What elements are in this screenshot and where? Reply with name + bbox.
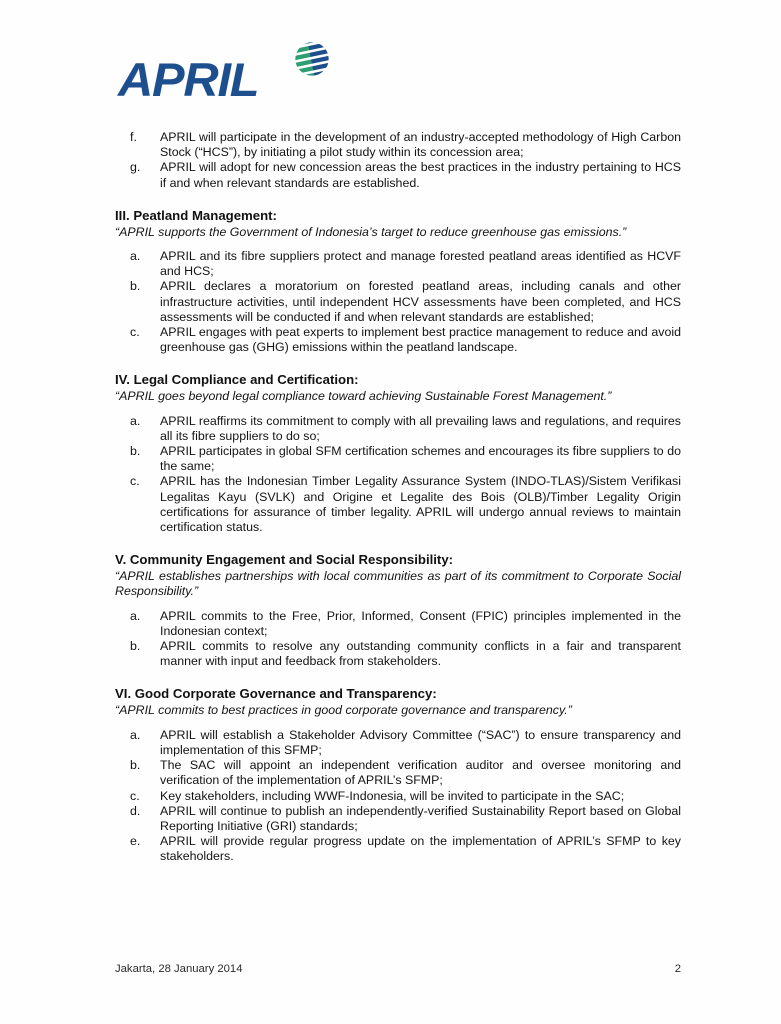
section-legal-compliance-certification — [115, 372, 681, 535]
footer-page-number: 2 — [674, 963, 681, 975]
section-list — [115, 249, 681, 355]
list-item — [115, 279, 681, 325]
list-item — [115, 804, 681, 834]
section-heading: V. Community Engagement and Social Responsibility: — [115, 552, 454, 568]
list-item-text: APRIL will continue to publish an independently-verified Sustainability Report based on Global Reporting Initiative (GRI) standards; — [160, 803, 681, 833]
section-heading: III. Peatland Management: — [115, 207, 277, 223]
list-item — [115, 758, 681, 788]
list-marker: a. — [130, 608, 141, 623]
section-governance-transparency — [115, 686, 681, 864]
list-item-text: APRIL commits to resolve any outstanding community conflicts in a fair and transparent manner with input and feedback from stakeholders. — [160, 639, 681, 669]
section-list — [115, 728, 681, 865]
continuation-list — [115, 130, 681, 191]
list-marker: a. — [130, 249, 141, 264]
list-item-text: APRIL engages with peat experts to implement best practice management to reduce and avoid greenhouse gas (GHG) emissions within the peatland landscape. — [160, 325, 681, 355]
list-marker: a. — [130, 413, 141, 428]
list-marker: e. — [130, 834, 141, 849]
document-footer — [115, 963, 681, 975]
footer-place-date: Jakarta, 28 January 2014 — [115, 963, 243, 975]
list-item-text: APRIL reaffirms its commitment to comply with all prevailing laws and regulations, and requires all its fibre suppliers to do so; — [160, 413, 681, 443]
list-item-text: APRIL and its fibre suppliers protect and manage forested peatland areas identified as HCVF and HCS; — [160, 249, 681, 279]
list-item — [115, 325, 681, 355]
list-marker: b. — [130, 639, 141, 654]
list-item — [115, 834, 681, 864]
list-item-text: APRIL has the Indonesian Timber Legality Assurance System (INDO-TLAS)/Sistem Verifikasi Legalitas Kayu (SVLK) and Origine et Legalite des Bois (OLB)/Timber Legality Origin certifications for assurance of timber legality. APRIL will undergo annual reviews to maintain certification status. — [160, 474, 681, 535]
section-quote: “APRIL commits to best practices in good corporate governance and transparency.” — [115, 703, 572, 718]
list-item-text: APRIL declares a moratorium on forested peatland areas, including canals and other infrastructure activities, until independent HCV assessments have been completed, and HCS assessments will be conducted if and when relevant standards are established; — [160, 279, 681, 324]
list-marker: d. — [130, 803, 141, 818]
list-item-text: Key stakeholders, including WWF-Indonesia, will be invited to participate in the SAC; — [160, 788, 625, 803]
section-community-engagement — [115, 552, 681, 669]
list-marker: b. — [130, 444, 141, 459]
list-marker: c. — [130, 788, 140, 803]
section-list — [115, 609, 681, 670]
list-marker: b. — [130, 758, 141, 773]
document-body — [115, 130, 681, 865]
list-item — [115, 728, 681, 758]
list-marker: b. — [130, 279, 141, 294]
list-item-text: APRIL will establish a Stakeholder Advisory Committee (“SAC”) to ensure transparency and implementation of this SFMP; — [160, 727, 681, 757]
april-logo — [118, 34, 348, 110]
list-item-text: APRIL will provide regular progress update on the implementation of APRIL’s SFMP to key stakeholders. — [160, 834, 681, 864]
list-item — [115, 444, 681, 474]
section-peatland-management — [115, 208, 681, 356]
april-wordmark: APRIL — [118, 53, 259, 106]
list-item-text: The SAC will appoint an independent verification auditor and oversee monitoring and verification of the implementation of APRIL’s SFMP; — [160, 758, 681, 788]
list-item — [115, 474, 681, 535]
list-marker: c. — [130, 474, 140, 489]
list-item — [115, 639, 681, 669]
april-globe-logo-icon — [292, 39, 332, 79]
list-marker: c. — [130, 325, 140, 340]
list-item — [115, 414, 681, 444]
section-quote: “APRIL goes beyond legal compliance toward achieving Sustainable Forest Management.” — [115, 389, 612, 404]
document-header — [118, 34, 348, 110]
section-heading: IV. Legal Compliance and Certification: — [115, 372, 359, 388]
section-list — [115, 414, 681, 536]
section-heading: VI. Good Corporate Governance and Transparency: — [115, 686, 437, 702]
list-item — [115, 249, 681, 279]
section-quote: “APRIL establishes partnerships with local communities as part of its commitment to Corporate Social Responsibility.” — [115, 569, 681, 599]
list-item-text: APRIL commits to the Free, Prior, Informed, Consent (FPIC) principles implemented in the Indonesian context; — [160, 608, 681, 638]
list-item — [115, 130, 681, 160]
list-marker: f. — [130, 130, 137, 144]
list-item — [115, 789, 681, 804]
list-item-text: APRIL participates in global SFM certification schemes and encourages its fibre suppliers to do the same; — [160, 444, 681, 474]
list-item — [115, 609, 681, 639]
list-item-text: APRIL will adopt for new concession areas the best practices in the industry pertaining to HCS if and when relevant standards are established. — [160, 160, 681, 190]
list-item — [115, 160, 681, 190]
list-item-text: APRIL will participate in the development of an industry-accepted methodology of High Carbon Stock (“HCS”), by initiating a pilot study within its concession area; — [160, 130, 681, 160]
list-marker: a. — [130, 727, 141, 742]
list-marker: g. — [130, 160, 141, 175]
section-quote: “APRIL supports the Government of Indonesia’s target to reduce greenhouse gas emissions.” — [115, 224, 627, 239]
